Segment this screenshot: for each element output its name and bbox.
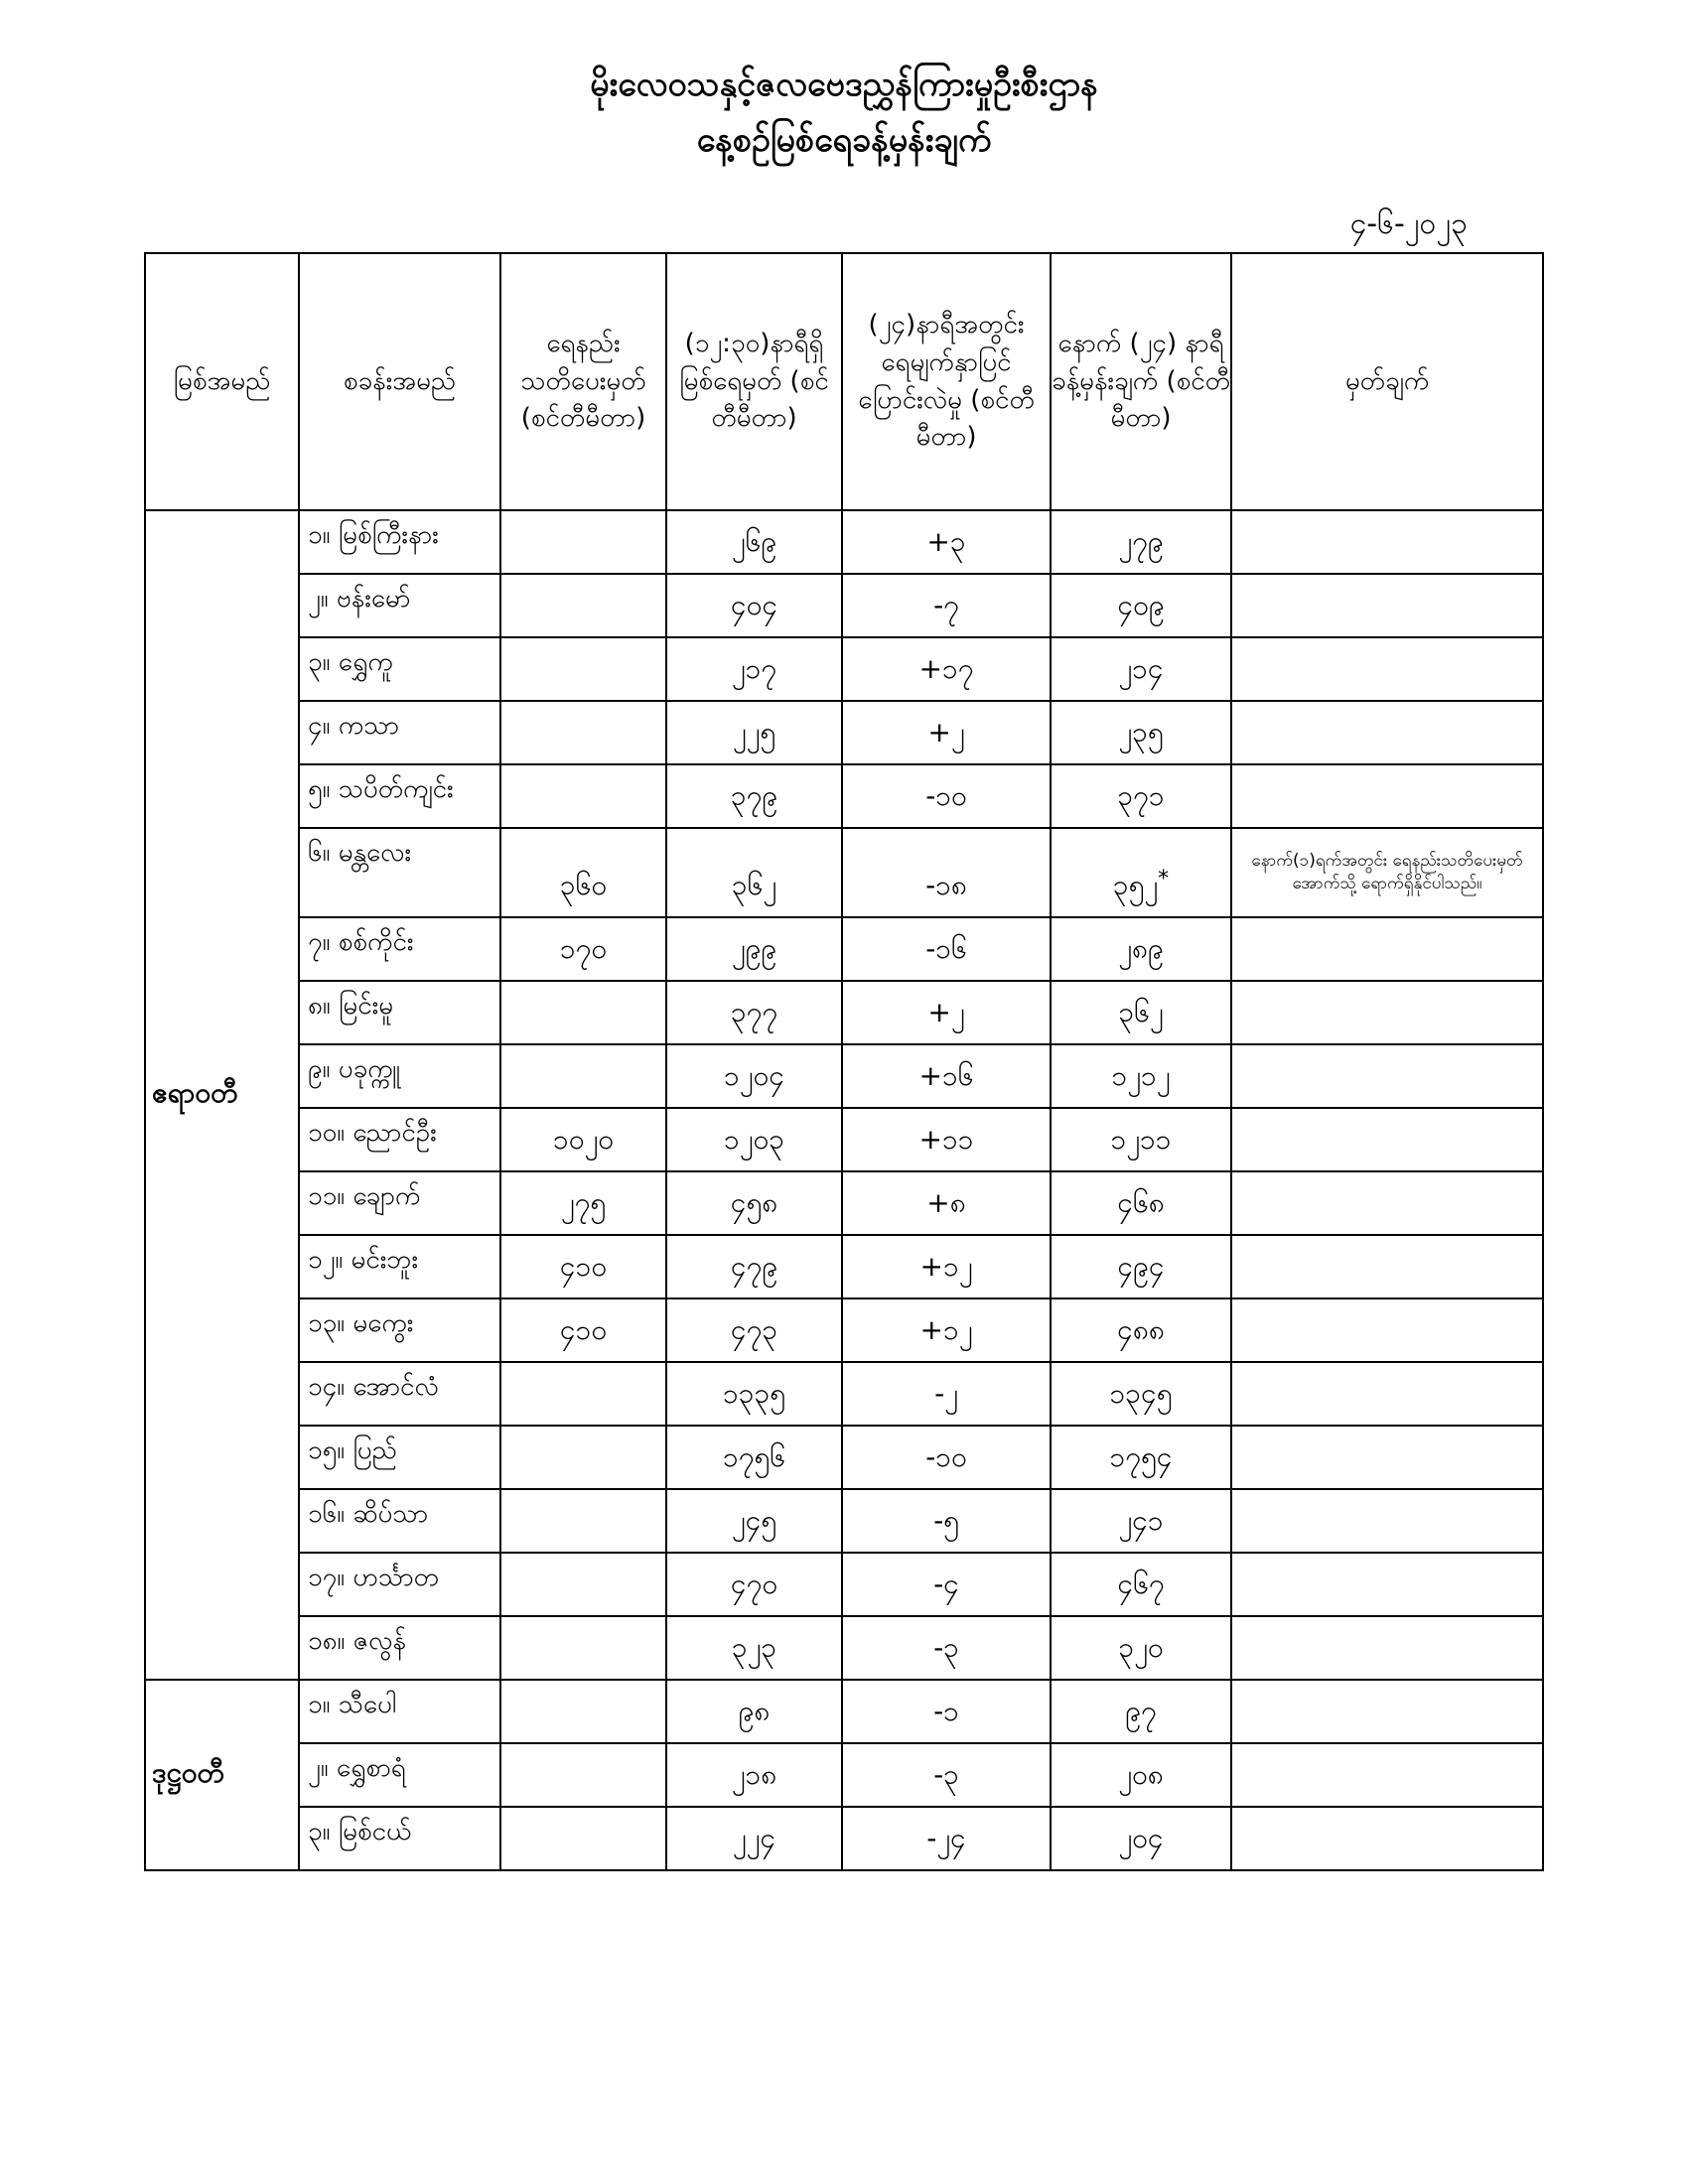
warning-level-cell: ၄၁၀ xyxy=(500,1298,666,1362)
station-name-cell: ၁၇။ ဟင်္သာတ xyxy=(299,1553,500,1616)
station-name-cell: ၄။ ကသာ xyxy=(299,701,500,764)
level-change-cell: -၄ xyxy=(842,1553,1051,1616)
forecast-value: ၂၀၄ xyxy=(1118,1822,1164,1854)
remark-cell xyxy=(1231,1108,1543,1171)
level-change-cell: -၃ xyxy=(842,1743,1051,1807)
station-name-cell: ၁၀။ ညောင်ဦး xyxy=(299,1108,500,1171)
level-change-cell: +၃ xyxy=(842,510,1051,574)
forecast-cell xyxy=(1051,1489,1231,1553)
station-name-cell: ၈။ မြင်းမူ xyxy=(299,981,500,1044)
table-row xyxy=(145,764,1543,828)
level-change-cell: -၇ xyxy=(842,574,1051,637)
water-level-cell: ၃၇၉ xyxy=(666,764,842,828)
asterisk-mark: * xyxy=(1158,867,1170,891)
forecast-value: ၂၄၁ xyxy=(1118,1504,1164,1537)
warning-level-cell xyxy=(500,1743,666,1807)
warning-level-cell: ၃၆၀ xyxy=(500,828,666,917)
remark-cell xyxy=(1231,917,1543,981)
remark-cell xyxy=(1231,1362,1543,1426)
remark-cell xyxy=(1231,1616,1543,1680)
level-change-cell: +၁၂ xyxy=(842,1298,1051,1362)
remark-cell xyxy=(1231,981,1543,1044)
remark-cell xyxy=(1231,1426,1543,1489)
level-change-cell: -၁၈ xyxy=(842,828,1051,917)
station-name-cell: ၁၈။ ဇလွန် xyxy=(299,1616,500,1680)
forecast-cell xyxy=(1051,1171,1231,1235)
level-change-cell: +၁၇ xyxy=(842,637,1051,701)
station-name-cell: ၆။ မန္တလေး xyxy=(299,828,500,917)
table-row xyxy=(145,1298,1543,1362)
forecast-cell xyxy=(1051,1044,1231,1108)
forecast-value: ၃၅၂ xyxy=(1112,869,1159,901)
table-body xyxy=(145,510,1543,1870)
forecast-cell xyxy=(1051,1426,1231,1489)
level-change-cell: +၁၂ xyxy=(842,1235,1051,1298)
forecast-value: ၉၇ xyxy=(1125,1695,1157,1727)
level-change-cell: +၁၆ xyxy=(842,1044,1051,1108)
forecast-cell xyxy=(1051,701,1231,764)
station-name-cell: ၁၃။ မကွေး xyxy=(299,1298,500,1362)
forecast-value: ၃၇၁ xyxy=(1117,779,1165,812)
remark-cell xyxy=(1231,1743,1543,1807)
station-name-cell: ၁၂။ မင်းဘူး xyxy=(299,1235,500,1298)
forecast-cell xyxy=(1051,1362,1231,1426)
level-change-cell: -၁၀ xyxy=(842,1426,1051,1489)
water-level-cell: ၃၆၂ xyxy=(666,828,842,917)
water-level-cell: ၄၇၀ xyxy=(666,1553,842,1616)
column-header-change: (၂၄)နာရီအတွင်း ရေမျက်နှာပြင် ပြောင်းလဲမှု (စင်တီမီတာ) xyxy=(842,253,1051,510)
column-header-station: စခန်းအမည် xyxy=(299,253,500,510)
remark-cell xyxy=(1231,701,1543,764)
forecast-cell xyxy=(1051,1553,1231,1616)
station-name-cell: ၁။ မြစ်ကြီးနား xyxy=(299,510,500,574)
remark-cell xyxy=(1231,574,1543,637)
station-name-cell: ၁၆။ ဆိပ်သာ xyxy=(299,1489,500,1553)
warning-level-cell xyxy=(500,981,666,1044)
forecast-value: ၁၃၄၅ xyxy=(1109,1377,1173,1410)
water-level-cell: ၃၂၃ xyxy=(666,1616,842,1680)
forecast-value: ၂၃၅ xyxy=(1118,716,1164,749)
forecast-cell xyxy=(1051,1235,1231,1298)
forecast-cell xyxy=(1051,1616,1231,1680)
forecast-cell xyxy=(1051,1298,1231,1362)
level-change-cell: -၂၄ xyxy=(842,1807,1051,1870)
water-level-cell: ၁၇၅၆ xyxy=(666,1426,842,1489)
department-title: မိုးလေဝသနှင့်ဇလဗေဒညွှန်ကြားမှုဦးစီးဌာန xyxy=(590,65,1098,104)
water-level-cell: ၂၉၉ xyxy=(666,917,842,981)
forecast-cell xyxy=(1051,828,1231,917)
forecast-cell xyxy=(1051,574,1231,637)
report-date: ၄-၆-၂၀၂၃ xyxy=(1349,206,1468,241)
warning-level-cell xyxy=(500,1553,666,1616)
warning-level-cell xyxy=(500,1044,666,1108)
warning-level-cell xyxy=(500,637,666,701)
water-level-cell: ၃၇၇ xyxy=(666,981,842,1044)
forecast-value: ၁၂၁၁ xyxy=(1110,1123,1172,1156)
forecast-value: ၃၂၀ xyxy=(1118,1631,1164,1664)
forecast-cell xyxy=(1051,1680,1231,1743)
level-change-cell: +၂ xyxy=(842,981,1051,1044)
report-title: နေ့စဉ်မြစ်ရေခန့်မှန်းချက် xyxy=(696,120,992,160)
table-row xyxy=(145,1235,1543,1298)
table-row xyxy=(145,1044,1543,1108)
station-name-cell: ၁၅။ ပြည် xyxy=(299,1426,500,1489)
remark-cell xyxy=(1231,1171,1543,1235)
water-level-cell: ၉၈ xyxy=(666,1680,842,1743)
station-name-cell: ၉။ ပခုက္ကူ xyxy=(299,1044,500,1108)
level-change-cell: -၁၆ xyxy=(842,917,1051,981)
table-row xyxy=(145,1489,1543,1553)
remark-cell xyxy=(1231,764,1543,828)
level-change-cell: -၃ xyxy=(842,1616,1051,1680)
water-level-cell: ၂၄၅ xyxy=(666,1489,842,1553)
forecast-value: ၁၇၅၄ xyxy=(1109,1440,1173,1473)
forecast-cell xyxy=(1051,1108,1231,1171)
warning-level-cell xyxy=(500,1616,666,1680)
table-row xyxy=(145,1426,1543,1489)
warning-level-cell: ၄၁၀ xyxy=(500,1235,666,1298)
table-row xyxy=(145,828,1543,917)
station-name-cell: ၅။ သပိတ်ကျင်း xyxy=(299,764,500,828)
forecast-cell xyxy=(1051,917,1231,981)
water-level-cell: ၁၃၃၅ xyxy=(666,1362,842,1426)
forecast-value: ၄၆၇ xyxy=(1117,1568,1165,1600)
remark-cell xyxy=(1231,1235,1543,1298)
water-level-cell: ၂၁၈ xyxy=(666,1743,842,1807)
column-header-water-level: (၁၂:၃၀)နာရီရှိ မြစ်ရေမှတ် (စင်တီမီတာ) xyxy=(666,253,842,510)
forecast-value: ၄၉၄ xyxy=(1117,1250,1165,1283)
forecast-value: ၁၂၁၂ xyxy=(1111,1059,1171,1092)
water-level-cell: ၄၇၃ xyxy=(666,1298,842,1362)
remark-cell xyxy=(1231,1298,1543,1362)
level-change-cell: +၈ xyxy=(842,1171,1051,1235)
table-row xyxy=(145,1807,1543,1870)
water-level-cell: ၂၆၉ xyxy=(666,510,842,574)
forecast-value: ၄၆၈ xyxy=(1117,1186,1165,1219)
table-row xyxy=(145,637,1543,701)
warning-level-cell xyxy=(500,1362,666,1426)
forecast-value: ၂၀၈ xyxy=(1118,1758,1164,1791)
river-name-cell: ဒုဋ္ဌဝတီ xyxy=(145,1680,299,1870)
remark-cell xyxy=(1231,1044,1543,1108)
warning-level-cell: ၂၇၅ xyxy=(500,1171,666,1235)
water-level-cell: ၄၀၄ xyxy=(666,574,842,637)
forecast-value: ၂၇၉ xyxy=(1118,525,1164,558)
forecast-cell xyxy=(1051,981,1231,1044)
table-row xyxy=(145,1616,1543,1680)
level-change-cell: -၅ xyxy=(842,1489,1051,1553)
water-level-cell: ၁၂၀၄ xyxy=(666,1044,842,1108)
column-header-river: မြစ်အမည် xyxy=(145,253,299,510)
forecast-cell xyxy=(1051,1807,1231,1870)
river-forecast-table xyxy=(144,252,1544,1871)
table-row xyxy=(145,1743,1543,1807)
warning-level-cell xyxy=(500,1680,666,1743)
forecast-value: ၃၆၂ xyxy=(1118,996,1164,1028)
level-change-cell: +၂ xyxy=(842,701,1051,764)
forecast-value: ၄၀၉ xyxy=(1117,589,1165,621)
warning-level-cell: ၁၀၂၀ xyxy=(500,1108,666,1171)
station-name-cell: ၁၄။ အောင်လံ xyxy=(299,1362,500,1426)
warning-level-cell xyxy=(500,574,666,637)
water-level-cell: ၁၂၀၃ xyxy=(666,1108,842,1171)
remark-cell xyxy=(1231,1489,1543,1553)
water-level-cell: ၂၂၅ xyxy=(666,701,842,764)
station-name-cell: ၂။ ဗန်းမော် xyxy=(299,574,500,637)
column-header-warning-level: ရေနည်း သတိပေးမှတ် (စင်တီမီတာ) xyxy=(500,253,666,510)
table-row xyxy=(145,701,1543,764)
column-header-remarks: မှတ်ချက် xyxy=(1231,253,1543,510)
remark-cell xyxy=(1231,637,1543,701)
station-name-cell: ၃။ ရွှေကူ xyxy=(299,637,500,701)
remark-cell xyxy=(1231,1807,1543,1870)
station-name-cell: ၁။ သီပေါ xyxy=(299,1680,500,1743)
level-change-cell: +၁၁ xyxy=(842,1108,1051,1171)
forecast-value: ၄၈၈ xyxy=(1117,1313,1165,1346)
forecast-cell xyxy=(1051,637,1231,701)
warning-level-cell xyxy=(500,510,666,574)
forecast-cell xyxy=(1051,1743,1231,1807)
table-row xyxy=(145,1680,1543,1743)
warning-level-cell xyxy=(500,1489,666,1553)
level-change-cell: -၂ xyxy=(842,1362,1051,1426)
water-level-cell: ၂၂၄ xyxy=(666,1807,842,1870)
water-level-cell: ၄၅၈ xyxy=(666,1171,842,1235)
remark-cell xyxy=(1231,1680,1543,1743)
remark-cell: နောက်(၁)ရက်အတွင်း ရေနည်းသတိပေးမှတ်အောက်သို့ ရောက်ရှိနိုင်ပါသည်။ xyxy=(1231,828,1543,917)
table-row xyxy=(145,981,1543,1044)
forecast-cell xyxy=(1051,764,1231,828)
level-change-cell: -၁၀ xyxy=(842,764,1051,828)
remark-cell xyxy=(1231,510,1543,574)
forecast-cell xyxy=(1051,510,1231,574)
station-name-cell: ၃။ မြစ်ငယ် xyxy=(299,1807,500,1870)
table-row xyxy=(145,1108,1543,1171)
station-name-cell: ၁၁။ ချောက် xyxy=(299,1171,500,1235)
station-name-cell: ၂။ ရွှေစာရံ xyxy=(299,1743,500,1807)
table-row xyxy=(145,574,1543,637)
warning-level-cell: ၁၇၀ xyxy=(500,917,666,981)
warning-level-cell xyxy=(500,1426,666,1489)
remark-cell xyxy=(1231,1553,1543,1616)
column-header-forecast: နောက် (၂၄) နာရီ ခန့်မှန်းချက် (စင်တီမီတာ) xyxy=(1051,253,1231,510)
table-row xyxy=(145,1171,1543,1235)
table-row xyxy=(145,510,1543,574)
forecast-value: ၂၈၉ xyxy=(1118,932,1164,965)
table-row xyxy=(145,1362,1543,1426)
table-row xyxy=(145,917,1543,981)
table-row xyxy=(145,1553,1543,1616)
water-level-cell: ၄၇၉ xyxy=(666,1235,842,1298)
warning-level-cell xyxy=(500,1807,666,1870)
station-name-cell: ၇။ စစ်ကိုင်း xyxy=(299,917,500,981)
warning-level-cell xyxy=(500,764,666,828)
table-header-row xyxy=(145,253,1543,510)
warning-level-cell xyxy=(500,701,666,764)
level-change-cell: -၁ xyxy=(842,1680,1051,1743)
forecast-value: ၂၁၄ xyxy=(1118,652,1164,685)
river-name-cell: ဧရာဝတီ xyxy=(145,510,299,1680)
water-level-cell: ၂၁၇ xyxy=(666,637,842,701)
